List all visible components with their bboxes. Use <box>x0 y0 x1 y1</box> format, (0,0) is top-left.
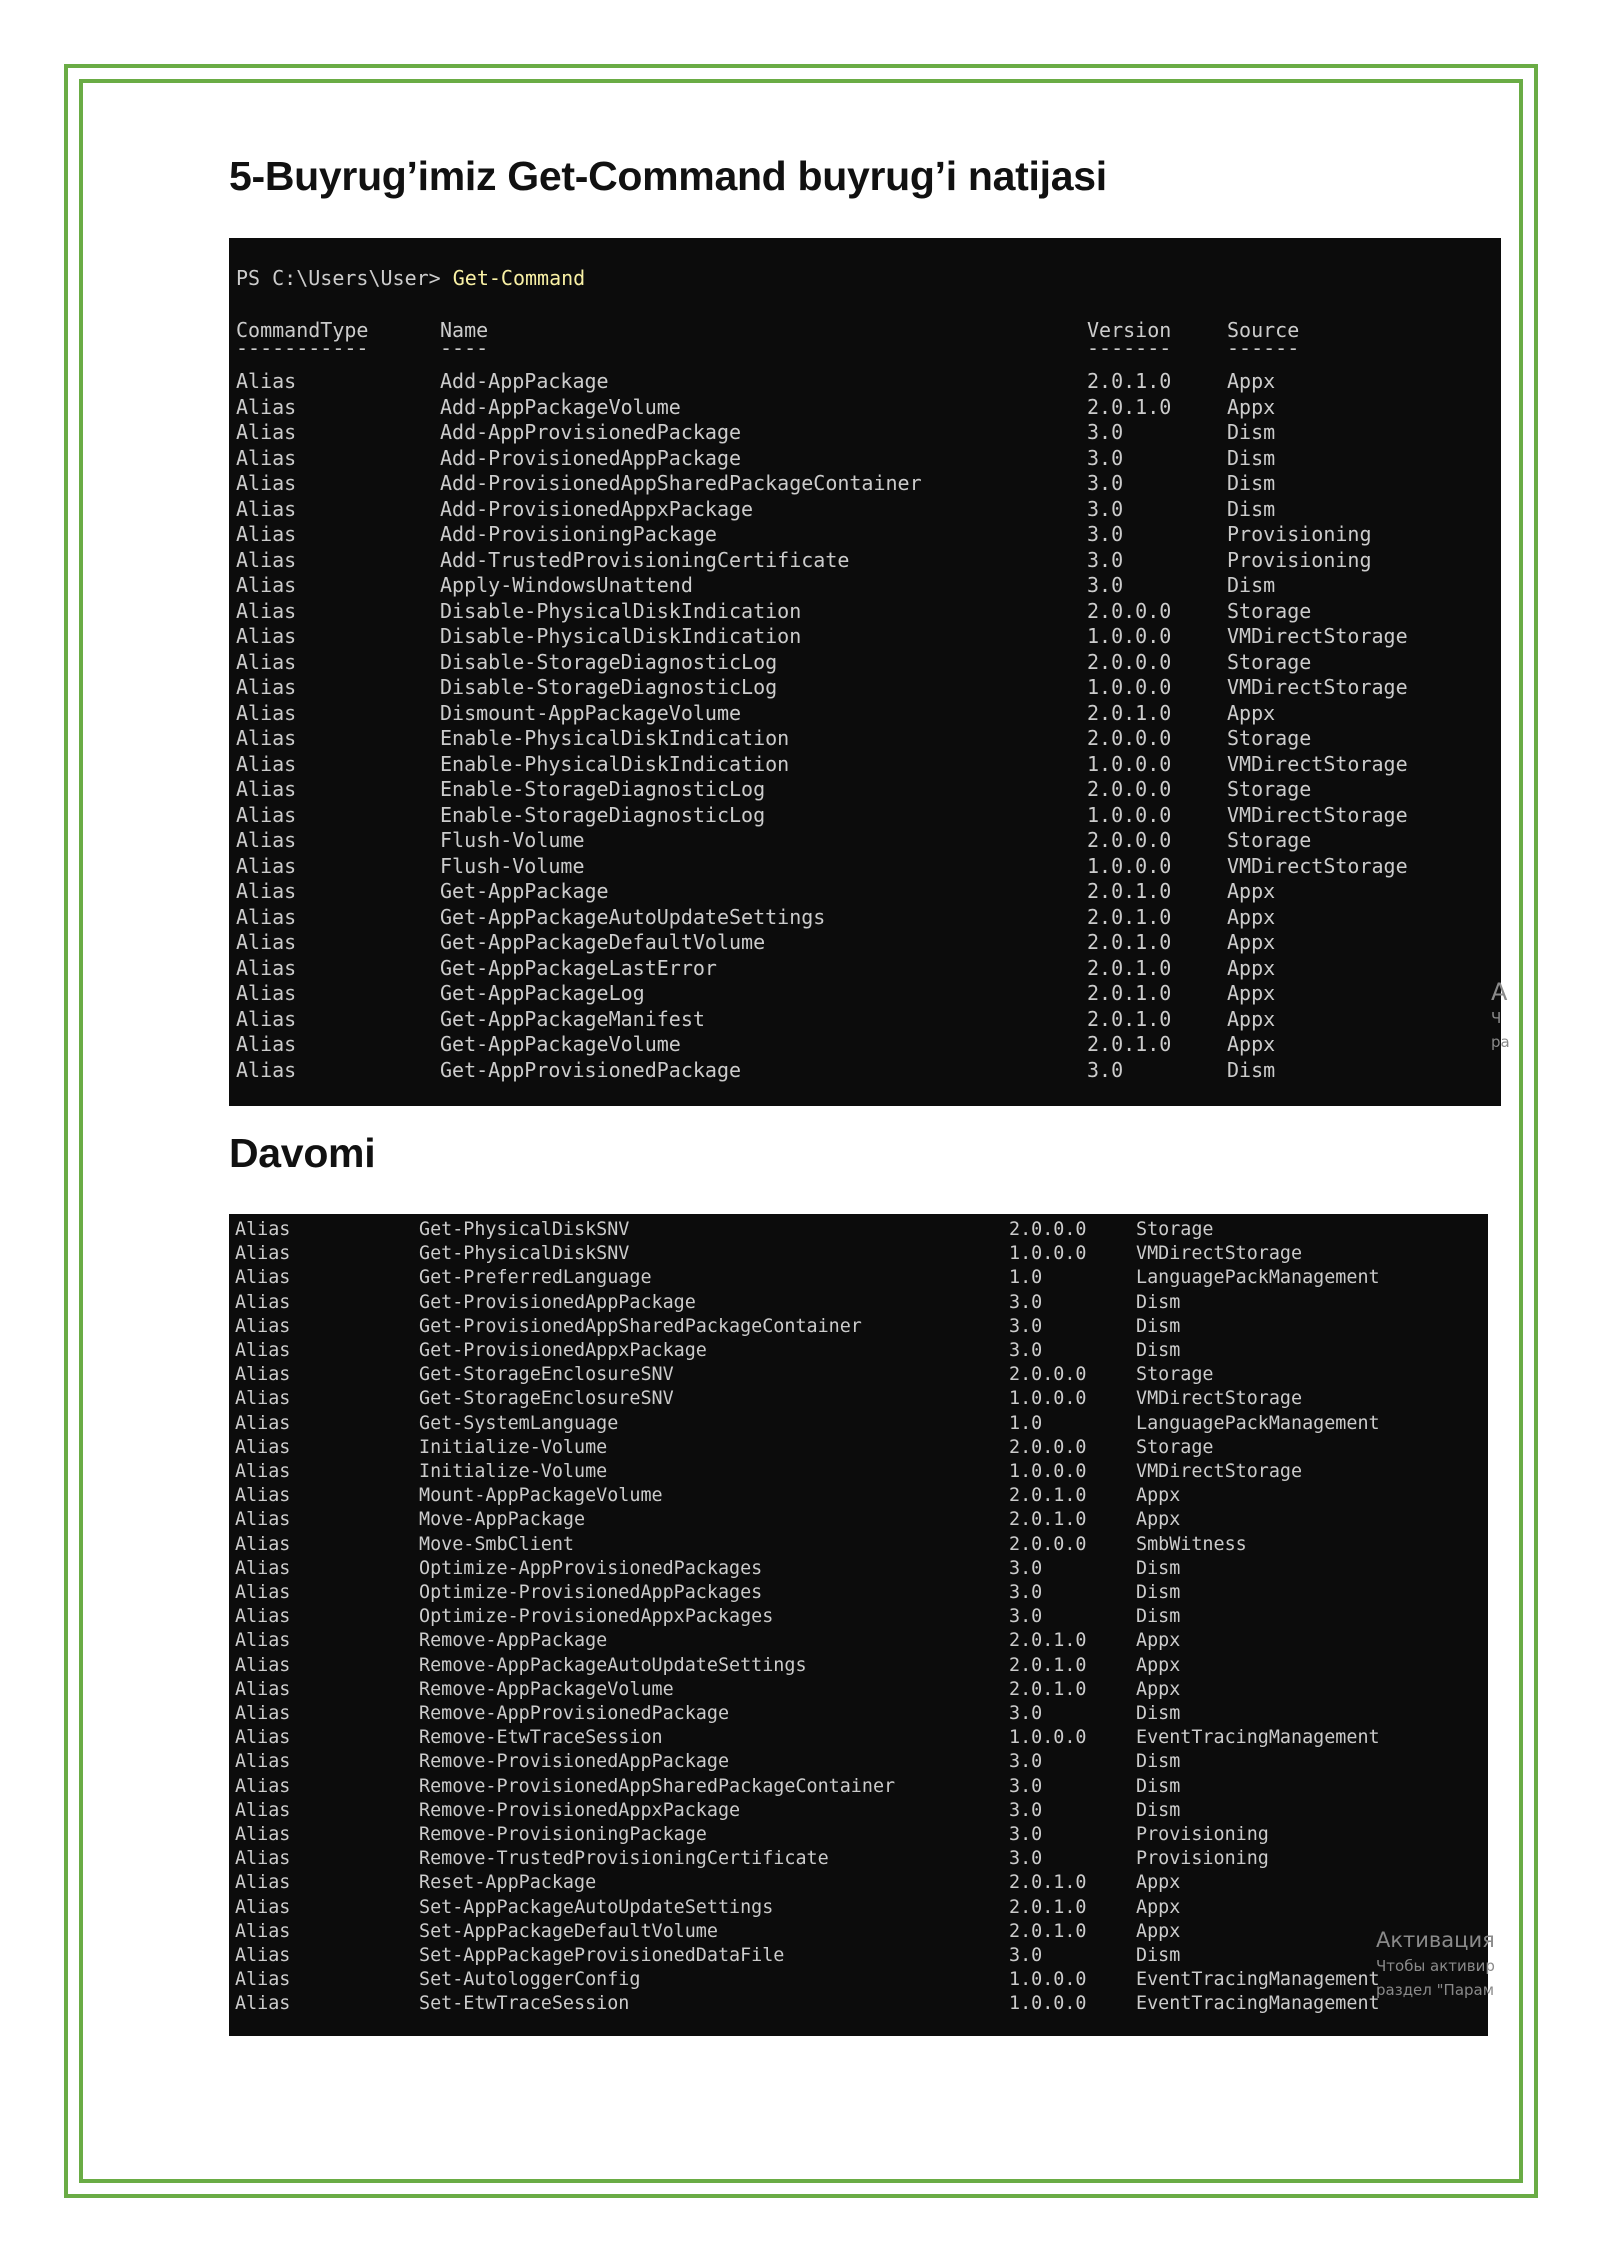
source-cell: Appx <box>1136 1509 1181 1531</box>
name-cell: Enable-PhysicalDiskIndication <box>440 726 790 750</box>
watermark-line: Ч <box>1491 1009 1502 1027</box>
source-cell: VMDirectStorage <box>1227 751 1408 776</box>
name-cell: Disable-PhysicalDiskIndication <box>440 624 802 648</box>
source-cell: VMDirectStorage <box>1227 624 1408 648</box>
version-cell: 3.0 <box>1087 547 1124 572</box>
name-cell: Get-PreferredLanguage <box>419 1267 652 1289</box>
version-cell: 2.0.0.0 <box>1009 1436 1087 1458</box>
command-type-cell: Alias <box>235 1461 291 1482</box>
source-cell: Appx <box>1136 1920 1181 1942</box>
name-cell: Disable-StorageDiagnosticLog <box>440 649 778 674</box>
source-cell: Dism <box>1136 1945 1181 1966</box>
version-cell: 2.0.1.0 <box>1009 1896 1087 1918</box>
version-cell: 3.0 <box>1009 1582 1043 1603</box>
version-cell: 2.0.0.0 <box>1087 598 1172 623</box>
watermark-line: Активация <box>1376 1928 1495 1952</box>
source-cell: Dism <box>1136 1557 1181 1579</box>
command-type-cell: Alias <box>235 1799 291 1821</box>
continuation-heading: Davomi <box>229 1130 376 1176</box>
command-type-cell: Alias <box>236 930 297 954</box>
name-cell: Get-StorageEnclosureSNV <box>419 1364 674 1386</box>
name-cell: Remove-AppProvisionedPackage <box>419 1703 730 1724</box>
name-cell: Get-ProvisionedAppSharedPackageContainer <box>419 1315 862 1337</box>
name-cell: Get-AppPackageAutoUpdateSettings <box>440 904 826 929</box>
version-cell: 1.0.0.0 <box>1009 1993 1087 2015</box>
version-cell: 2.0.1.0 <box>1087 369 1172 393</box>
command-type-cell: Alias <box>236 955 297 980</box>
command-type-cell: Alias <box>235 1678 291 1700</box>
section-heading: 5-Buyrug’imiz Get-Command buyrug’i natijasi <box>229 153 1107 199</box>
underline-name: ---- <box>440 336 489 360</box>
command-type-cell: Alias <box>235 1243 291 1265</box>
source-cell: Storage <box>1136 1219 1214 1240</box>
version-cell: 3.0 <box>1009 1340 1043 1361</box>
watermark-line: ра <box>1491 1033 1510 1051</box>
name-cell: Add-AppProvisionedPackage <box>440 420 742 444</box>
version-cell: 2.0.1.0 <box>1087 930 1172 954</box>
version-cell: 2.0.1.0 <box>1087 394 1172 419</box>
terminal-screenshot-1 <box>229 238 1510 1106</box>
command-type-cell: Alias <box>235 1993 291 2015</box>
source-cell: Dism <box>1227 471 1276 495</box>
name-cell: Reset-AppPackage <box>419 1872 597 1894</box>
command-type-cell: Alias <box>235 1775 291 1797</box>
header-source: Source <box>1227 318 1300 342</box>
name-cell: Enable-StorageDiagnosticLog <box>440 777 766 801</box>
name-cell: Apply-WindowsUnattend <box>440 573 693 597</box>
version-cell: 1.0.0.0 <box>1009 1969 1087 1991</box>
command-type-cell: Alias <box>236 598 297 623</box>
command-type-cell: Alias <box>236 471 297 495</box>
source-cell: SmbWitness <box>1136 1533 1247 1555</box>
name-cell: Mount-AppPackageVolume <box>419 1485 663 1507</box>
name-cell: Get-PhysicalDiskSNV <box>419 1219 630 1240</box>
name-cell: Move-SmbClient <box>419 1533 575 1555</box>
source-cell: Provisioning <box>1136 1824 1269 1845</box>
command-type-cell: Alias <box>235 1896 291 1918</box>
version-cell: 3.0 <box>1087 471 1124 495</box>
name-cell: Enable-PhysicalDiskIndication <box>440 751 790 776</box>
command-type-cell: Alias <box>236 675 297 699</box>
version-cell: 1.0.0.0 <box>1009 1461 1087 1482</box>
name-cell: Remove-AppPackage <box>419 1630 608 1652</box>
source-cell: VMDirectStorage <box>1227 853 1408 878</box>
name-cell: Optimize-AppProvisionedPackages <box>419 1557 763 1579</box>
command-type-cell: Alias <box>236 496 297 521</box>
source-cell: VMDirectStorage <box>1136 1243 1303 1265</box>
underline-source: ------ <box>1227 336 1300 360</box>
version-cell: 3.0 <box>1009 1557 1043 1579</box>
command-type-cell: Alias <box>235 1872 291 1894</box>
source-cell: Provisioning <box>1227 547 1372 572</box>
name-cell: Get-ProvisionedAppPackage <box>419 1291 696 1313</box>
name-cell: Optimize-ProvisionedAppPackages <box>419 1582 763 1603</box>
name-cell: Remove-ProvisioningPackage <box>419 1824 707 1845</box>
source-cell: Storage <box>1227 777 1312 801</box>
underline-version: ------- <box>1087 336 1172 360</box>
command-type-cell: Alias <box>236 1032 297 1056</box>
source-cell: Provisioning <box>1136 1848 1269 1870</box>
watermark-line: А <box>1491 978 1508 1006</box>
command-type-cell: Alias <box>235 1388 291 1410</box>
source-cell: Appx <box>1227 700 1276 725</box>
source-cell: Storage <box>1136 1364 1214 1386</box>
version-cell: 2.0.0.0 <box>1009 1364 1087 1386</box>
source-cell: Dism <box>1136 1315 1181 1337</box>
version-cell: 1.0.0.0 <box>1009 1388 1087 1410</box>
version-cell: 2.0.1.0 <box>1009 1485 1087 1507</box>
version-cell: 3.0 <box>1009 1775 1043 1797</box>
name-cell: Remove-AppPackageVolume <box>419 1678 674 1700</box>
version-cell: 3.0 <box>1087 420 1124 444</box>
name-cell: Flush-Volume <box>440 828 585 852</box>
source-cell: Provisioning <box>1227 522 1372 546</box>
name-cell: Initialize-Volume <box>419 1436 608 1458</box>
source-cell: Appx <box>1227 879 1276 903</box>
version-cell: 1.0 <box>1009 1267 1043 1289</box>
version-cell: 3.0 <box>1009 1315 1043 1337</box>
command-type-cell: Alias <box>235 1824 291 1845</box>
source-cell: Appx <box>1136 1678 1181 1700</box>
version-cell: 2.0.1.0 <box>1009 1920 1087 1942</box>
name-cell: Remove-EtwTraceSession <box>419 1727 663 1749</box>
source-cell: VMDirectStorage <box>1136 1388 1303 1410</box>
header-version: Version <box>1087 318 1172 342</box>
source-cell: Appx <box>1136 1896 1181 1918</box>
version-cell: 2.0.0.0 <box>1087 828 1172 852</box>
command-type-cell: Alias <box>236 751 297 776</box>
source-cell: Appx <box>1227 1032 1276 1056</box>
command-type-cell: Alias <box>236 369 297 393</box>
version-cell: 1.0.0.0 <box>1087 751 1172 776</box>
command-type-cell: Alias <box>235 1630 291 1652</box>
name-cell: Add-ProvisionedAppPackage <box>440 445 742 470</box>
version-cell: 2.0.0.0 <box>1009 1533 1087 1555</box>
version-cell: 1.0.0.0 <box>1087 675 1172 699</box>
version-cell: 2.0.1.0 <box>1087 904 1172 929</box>
version-cell: 1.0 <box>1009 1412 1043 1434</box>
version-cell: 2.0.1.0 <box>1009 1872 1087 1894</box>
source-cell: Dism <box>1136 1582 1181 1603</box>
version-cell: 2.0.1.0 <box>1009 1678 1087 1700</box>
name-cell: Move-AppPackage <box>419 1509 586 1531</box>
source-cell: Dism <box>1136 1751 1181 1773</box>
source-cell: Storage <box>1136 1436 1214 1458</box>
command-type-cell: Alias <box>236 1057 297 1082</box>
version-cell: 2.0.1.0 <box>1087 879 1172 903</box>
source-cell: Dism <box>1136 1340 1181 1361</box>
command-type-cell: Alias <box>235 1436 291 1458</box>
source-cell: Dism <box>1227 445 1276 470</box>
source-cell: EventTracingManagement <box>1136 1727 1380 1749</box>
source-cell: EventTracingManagement <box>1136 1993 1380 2015</box>
name-cell: Get-ProvisionedAppxPackage <box>419 1340 707 1361</box>
name-cell: Get-AppPackageManifest <box>440 1006 705 1031</box>
version-cell: 2.0.1.0 <box>1009 1630 1087 1652</box>
name-cell: Set-AutologgerConfig <box>419 1969 641 1991</box>
name-cell: Get-StorageEnclosureSNV <box>419 1388 674 1410</box>
prompt-path: PS C:\Users\User> <box>236 266 453 290</box>
name-cell: Remove-ProvisionedAppPackage <box>419 1751 730 1773</box>
command-type-cell: Alias <box>236 853 297 878</box>
version-cell: 3.0 <box>1009 1824 1043 1845</box>
name-cell: Add-ProvisioningPackage <box>440 522 717 546</box>
source-cell: Dism <box>1136 1291 1181 1313</box>
command-type-cell: Alias <box>236 777 297 801</box>
command-type-cell: Alias <box>236 981 297 1005</box>
command-type-cell: Alias <box>236 700 297 725</box>
command-type-cell: Alias <box>236 547 297 572</box>
name-cell: Remove-AppPackageAutoUpdateSettings <box>419 1654 807 1676</box>
activation-watermark <box>1376 1926 1495 2002</box>
version-cell: 1.0.0.0 <box>1087 624 1172 648</box>
version-cell: 3.0 <box>1009 1751 1043 1773</box>
command-type-cell: Alias <box>235 1582 291 1603</box>
name-cell: Get-AppPackage <box>440 879 609 903</box>
command-type-cell: Alias <box>235 1485 291 1507</box>
underline-command-type: ----------- <box>236 336 369 360</box>
command-type-cell: Alias <box>235 1945 291 1966</box>
command-type-cell: Alias <box>235 1703 291 1724</box>
name-cell: Add-AppPackageVolume <box>440 394 681 419</box>
source-cell: Dism <box>1136 1703 1181 1724</box>
source-cell: VMDirectStorage <box>1136 1461 1303 1482</box>
source-cell: Dism <box>1227 496 1276 521</box>
watermark-line: раздел "Парам <box>1376 1981 1495 1999</box>
name-cell: Get-AppPackageLastError <box>440 955 717 980</box>
command-type-cell: Alias <box>235 1267 291 1289</box>
command-type-cell: Alias <box>235 1751 291 1773</box>
version-cell: 2.0.1.0 <box>1087 700 1172 725</box>
source-cell: Appx <box>1227 1006 1276 1031</box>
command-type-cell: Alias <box>236 726 297 750</box>
name-cell: Set-AppPackageProvisionedDataFile <box>419 1945 785 1966</box>
version-cell: 3.0 <box>1087 445 1124 470</box>
command-type-cell: Alias <box>235 1340 291 1361</box>
name-cell: Get-SystemLanguage <box>419 1412 619 1434</box>
version-cell: 2.0.0.0 <box>1087 649 1172 674</box>
name-cell: Optimize-ProvisionedAppxPackages <box>419 1606 774 1628</box>
source-cell: Storage <box>1227 828 1312 852</box>
prompt-line <box>236 266 585 290</box>
source-cell: Appx <box>1136 1485 1181 1507</box>
version-cell: 3.0 <box>1087 496 1124 521</box>
command-type-cell: Alias <box>235 1364 291 1386</box>
watermark-line: Чтобы активир <box>1376 1957 1495 1975</box>
version-cell: 3.0 <box>1009 1945 1043 1966</box>
command-type-cell: Alias <box>235 1509 291 1531</box>
name-cell: Remove-ProvisionedAppSharedPackageContainer <box>419 1775 896 1797</box>
name-cell: Add-ProvisionedAppSharedPackageContainer <box>440 471 922 495</box>
version-cell: 2.0.1.0 <box>1009 1509 1087 1531</box>
source-cell: Appx <box>1136 1654 1181 1676</box>
source-cell: LanguagePackManagement <box>1136 1412 1380 1434</box>
command-type-cell: Alias <box>235 1969 291 1991</box>
version-cell: 1.0.0.0 <box>1087 853 1172 878</box>
command-type-cell: Alias <box>235 1920 291 1942</box>
source-cell: LanguagePackManagement <box>1136 1267 1380 1289</box>
command-type-cell: Alias <box>236 420 297 444</box>
source-cell: Storage <box>1227 649 1312 674</box>
command-type-cell: Alias <box>236 904 297 929</box>
command-type-cell: Alias <box>235 1533 291 1555</box>
version-cell: 3.0 <box>1009 1848 1043 1870</box>
version-cell: 3.0 <box>1087 522 1124 546</box>
name-cell: Set-AppPackageAutoUpdateSettings <box>419 1896 774 1918</box>
source-cell: Dism <box>1227 1057 1276 1082</box>
name-cell: Remove-ProvisionedAppxPackage <box>419 1799 741 1821</box>
header-name: Name <box>440 318 489 342</box>
version-cell: 1.0.0.0 <box>1009 1727 1087 1749</box>
command-type-cell: Alias <box>236 802 297 827</box>
name-cell: Enable-StorageDiagnosticLog <box>440 802 766 827</box>
source-cell: EventTracingManagement <box>1136 1969 1380 1991</box>
source-cell: Dism <box>1136 1799 1181 1821</box>
prompt-command: Get-Command <box>452 266 586 290</box>
name-cell: Set-AppPackageDefaultVolume <box>419 1920 718 1942</box>
name-cell: Get-AppPackageVolume <box>440 1032 681 1056</box>
version-cell: 2.0.0.0 <box>1009 1219 1087 1240</box>
name-cell: Flush-Volume <box>440 853 585 878</box>
name-cell: Get-PhysicalDiskSNV <box>419 1243 630 1265</box>
name-cell: Add-TrustedProvisioningCertificate <box>440 547 850 572</box>
name-cell: Disable-PhysicalDiskIndication <box>440 598 802 623</box>
command-type-cell: Alias <box>235 1412 291 1434</box>
version-cell: 1.0.0.0 <box>1087 802 1172 827</box>
version-cell: 2.0.1.0 <box>1087 1032 1172 1056</box>
source-cell: Dism <box>1136 1775 1181 1797</box>
terminal-screenshot-2 <box>229 1214 1495 2036</box>
source-cell: Appx <box>1227 394 1276 419</box>
version-cell: 3.0 <box>1009 1799 1043 1821</box>
command-type-cell: Alias <box>236 445 297 470</box>
source-cell: Appx <box>1227 904 1276 929</box>
command-type-cell: Alias <box>235 1557 291 1579</box>
command-type-cell: Alias <box>235 1654 291 1676</box>
version-cell: 2.0.1.0 <box>1087 955 1172 980</box>
activation-watermark <box>1491 978 1510 1054</box>
header-command-type: CommandType <box>236 318 369 342</box>
command-type-cell: Alias <box>236 624 297 648</box>
name-cell: Dismount-AppPackageVolume <box>440 700 742 725</box>
command-type-cell: Alias <box>236 1006 297 1031</box>
source-cell: Dism <box>1227 420 1276 444</box>
command-type-cell: Alias <box>236 828 297 852</box>
source-cell: Appx <box>1136 1630 1181 1652</box>
command-type-cell: Alias <box>236 573 297 597</box>
version-cell: 3.0 <box>1009 1606 1043 1628</box>
name-cell: Get-AppProvisionedPackage <box>440 1057 742 1082</box>
command-type-cell: Alias <box>235 1219 291 1240</box>
source-cell: Appx <box>1227 981 1276 1005</box>
command-type-cell: Alias <box>235 1606 291 1628</box>
name-cell: Add-ProvisionedAppxPackage <box>440 496 754 521</box>
version-cell: 3.0 <box>1087 573 1124 597</box>
name-cell: Set-EtwTraceSession <box>419 1993 630 2015</box>
command-type-cell: Alias <box>236 879 297 903</box>
name-cell: Get-AppPackageDefaultVolume <box>440 930 766 954</box>
version-cell: 2.0.1.0 <box>1009 1654 1087 1676</box>
version-cell: 3.0 <box>1009 1291 1043 1313</box>
name-cell: Initialize-Volume <box>419 1461 608 1482</box>
version-cell: 2.0.1.0 <box>1087 981 1172 1005</box>
version-cell: 2.0.0.0 <box>1087 777 1172 801</box>
source-cell: Appx <box>1227 930 1276 954</box>
command-type-cell: Alias <box>235 1727 291 1749</box>
command-type-cell: Alias <box>235 1291 291 1313</box>
command-type-cell: Alias <box>235 1315 291 1337</box>
source-cell: VMDirectStorage <box>1227 675 1408 699</box>
command-type-cell: Alias <box>236 394 297 419</box>
name-cell: Get-AppPackageLog <box>440 981 645 1005</box>
source-cell: Appx <box>1136 1872 1181 1894</box>
version-cell: 1.0.0.0 <box>1009 1243 1087 1265</box>
version-cell: 2.0.0.0 <box>1087 726 1172 750</box>
version-cell: 2.0.1.0 <box>1087 1006 1172 1031</box>
source-cell: Storage <box>1227 726 1312 750</box>
name-cell: Remove-TrustedProvisioningCertificate <box>419 1848 829 1870</box>
command-type-cell: Alias <box>235 1848 291 1870</box>
source-cell: Dism <box>1136 1606 1181 1628</box>
source-cell: VMDirectStorage <box>1227 802 1408 827</box>
version-cell: 3.0 <box>1009 1703 1043 1724</box>
source-cell: Appx <box>1227 955 1276 980</box>
command-type-cell: Alias <box>236 522 297 546</box>
command-type-cell: Alias <box>236 649 297 674</box>
source-cell: Storage <box>1227 598 1312 623</box>
name-cell: Add-AppPackage <box>440 369 609 393</box>
source-cell: Appx <box>1227 369 1276 393</box>
source-cell: Dism <box>1227 573 1276 597</box>
version-cell: 3.0 <box>1087 1057 1124 1082</box>
name-cell: Disable-StorageDiagnosticLog <box>440 675 778 699</box>
